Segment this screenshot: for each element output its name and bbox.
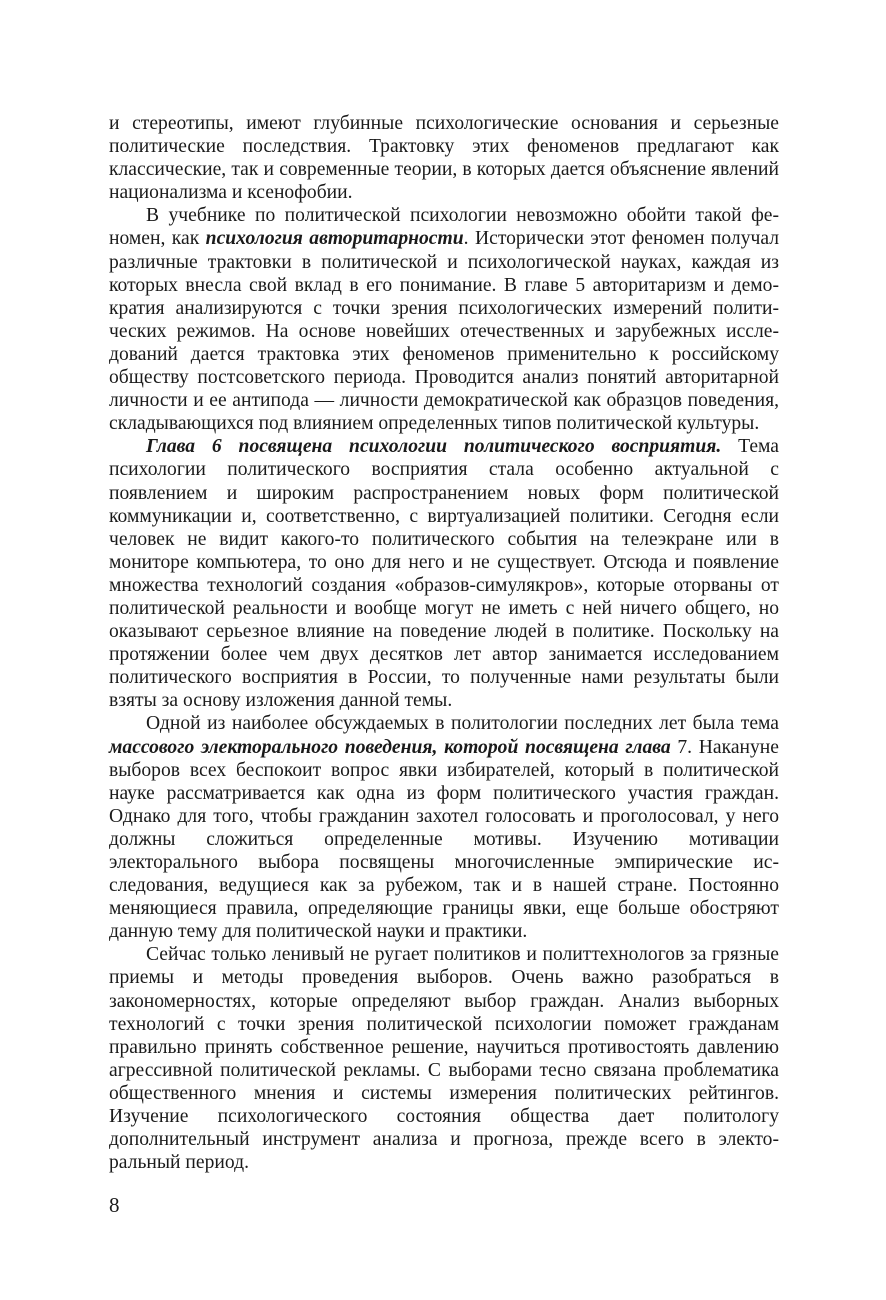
text-run: и стереотипы, имеют глубинные психологические основания и серьезные политические последствия. Трактовку этих феноменов предлагают как классические, так и современные теории, в которых дается объяснение явлений национализма и ксенофобии.: [109, 113, 779, 204]
paragraph: [109, 112, 779, 204]
emphasized-text: психология авторитарности: [205, 228, 464, 250]
page-body: [109, 112, 779, 1174]
text-run: Тема психологии политического восприятия стала особенно актуальной с появлением и широким распространением новых форм политической коммуникации и, соответственно, с виртуализацией политики. Сегодня если человек не видит какого-то политического события на телеэкране или в мониторе компьютера, то оно для него и не существует. Отсюда и появление множества технологий создания «образов-симулякров», которые оторваны от политической реальности и вообще могут не иметь с ней ничего общего, но оказывают серьезное влияние на поведение людей в политике. Поскольку на протяжении более чем двух десятков лет автор занимается исследованием политического восприятия в России, то полученные нами результаты были взяты за основу изложения данной темы.: [109, 436, 780, 712]
text-run: В учебнике по политической психологии невозможно обойти такой феномен, как: [109, 205, 779, 250]
paragraph: [109, 943, 779, 1174]
paragraph: [109, 712, 779, 943]
text-run: 7. Накануне выборов всех беспокоит вопрос явки избирателей, который в политической науке рассматривается как одна из форм политического участия граждан. Однако для того, чтобы гражданин захотел голосовать и проголосовал, у него должны сложиться определенные мотивы. Изучению мотивации электорального выбора посвящены многочисленные эмпирические исследования, ведущиеся как за рубежом, так и в нашей стране. Постоянно меняющиеся правила, определяющие границы явки, еще больше обостряют данную тему для политической науки и практики.: [109, 736, 779, 943]
paragraph: [109, 204, 779, 435]
emphasized-text: Глава 6 посвящена психологии политического восприятия.: [146, 436, 722, 458]
paragraph: [109, 435, 779, 712]
text-run: Сейчас только ленивый не ругает политиков и политтехнологов за грязные приемы и методы проведения выборов. Очень важно разобраться в закономерностях, которые определяют выбор граждан. Анализ выборных технологий с точки зрения политической психологии поможет гражданам правильно принять собственное решение, научиться противостоять давлению агрессивной политической рекламы. С выборами тесно связана проблематика общественного мнения и системы измерения политических рейтингов. Изучение психологического состояния общества дает политологу дополнительный инструмент анализа и прогноза, прежде всего в электоральный период.: [109, 944, 779, 1174]
text-run: . Исторически этот феномен получал различные трактовки в политической и психологической науках, каждая из которых внесла свой вклад в его понимание. В главе 5 авторитаризм и демократия анализируются с точки зрения психологических измерений политических режимов. На основе новейших отечественных и зарубежных исследований дается трактовка этих феноменов применительно к российскому обществу постсоветского периода. Проводится анализ понятий авторитарной личности и ее антипода — личности демократической как образцов поведения, складывающихся под влиянием определенных типов политической культуры.: [109, 228, 780, 435]
emphasized-text: массового электорального поведения, которой посвящена глава: [109, 736, 671, 758]
page-number: 8: [109, 1193, 120, 1217]
text-run: Одной из наиболее обсуждаемых в политологии последних лет была тема: [146, 713, 779, 735]
